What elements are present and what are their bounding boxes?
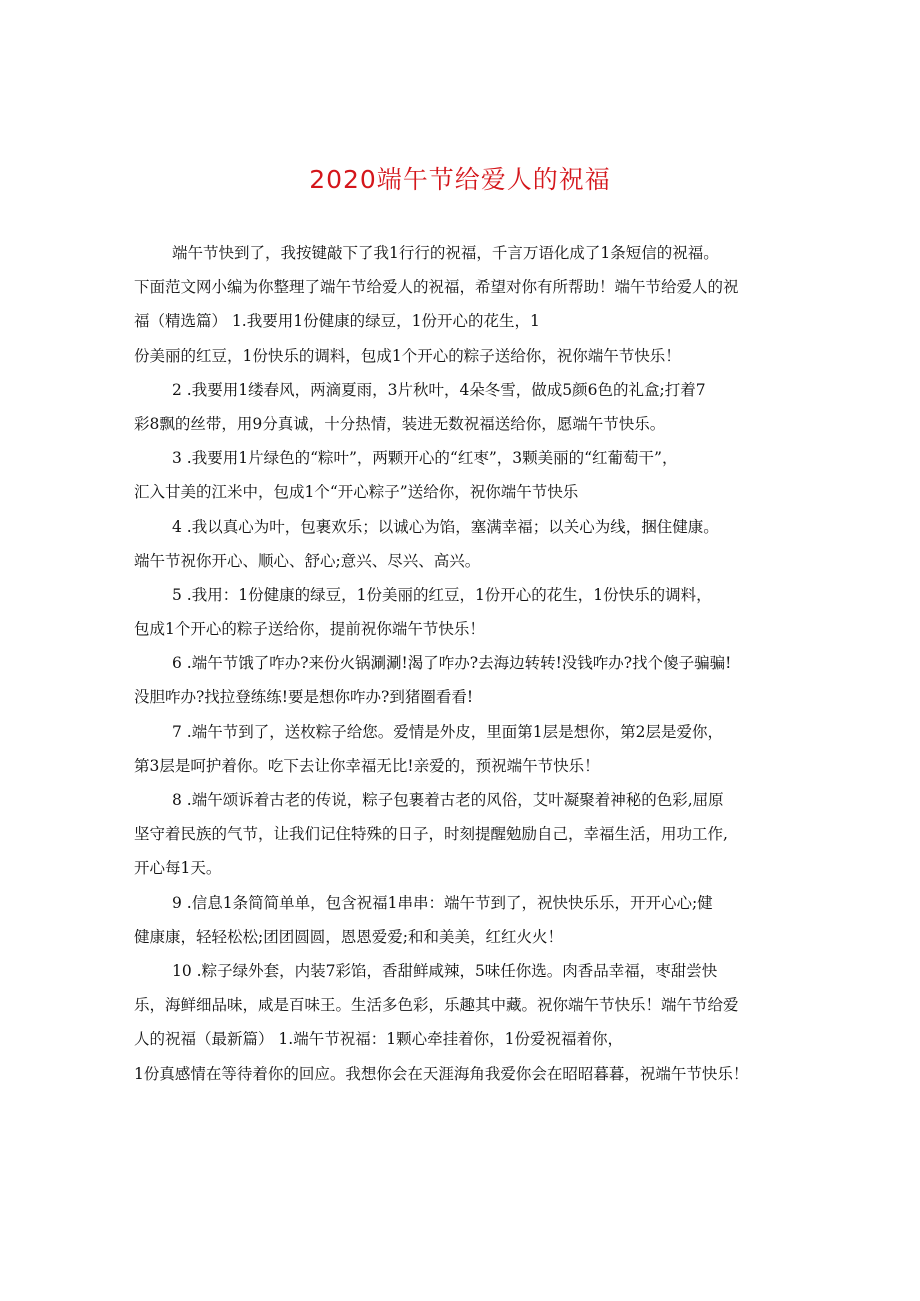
paragraph-line: 人的祝福（最新篇） 1.端午节祝福：1颗心牵挂着你，1份爱祝福着你，: [134, 1030, 623, 1049]
paragraph-line: 乐，海鲜细品味，咸是百味王。生活多色彩，乐趣其中藏。祝你端午节快乐！端午节给爱: [134, 996, 739, 1015]
paragraph-line: 包成1个开心的粽子送给你，提前祝你端午节快乐！: [134, 620, 485, 639]
paragraph-line: 第3层是呵护着你。吃下去让你幸福无比!亲爱的，预祝端午节快乐！: [134, 756, 600, 775]
paragraph-line: 6 .端午节饿了咋办?来份火锅涮涮!渴了咋办?去海边转转!没钱咋办?找个傻子骗骗!: [172, 654, 732, 673]
paragraph-line: 端午节快到了，我按键敲下了我1行行的祝福，千言万语化成了1条短信的祝福。: [172, 244, 719, 262]
paragraph-line: 3 .我要用1片绿色的“粽叶”，两颗开心的“红枣”，3颗美丽的“红葡萄干”，: [172, 449, 678, 468]
paragraph-line: 汇入甘美的江米中，包成1个“开心粽子”送给你，祝你端午节快乐: [134, 483, 579, 502]
paragraph-line: 彩8飘的丝带，用9分真诚，十分热情，装进无数祝福送给你，愿端午节快乐。: [134, 414, 666, 433]
paragraph-line: 开心每1天。: [134, 859, 222, 878]
paragraph-line: 端午节祝你开心、顺心、舒心;意兴、尽兴、高兴。: [134, 551, 481, 570]
paragraph-line: 10 .粽子绿外套，内装7彩馅，香甜鲜咸辣，5味任你选。肉香品幸福，枣甜尝快: [172, 961, 718, 980]
paragraph-line: 没胆咋办?找拉登练练!要是想你咋办?到猪圈看看!: [134, 688, 474, 707]
paragraph-line: 9 .信息1条简简单单，包含祝福1串串：端午节到了，祝快快乐乐，开开心心;健: [172, 893, 713, 912]
paragraph-line: 福（精选篇） 1.我要用1份健康的绿豆，1份开心的花生，1: [134, 312, 540, 331]
document-body: [134, 236, 794, 1091]
paragraph-line: 7 .端午节到了，送枚粽子给您。爱情是外皮，里面第1层是想你，第2层是爱你，: [172, 722, 723, 741]
paragraph-line: 2 .我要用1缕春风，两滴夏雨，3片秋叶，4朵冬雪，做成5颜6色的礼盒;打着7: [172, 380, 706, 399]
paragraph-line: 份美丽的红豆，1份快乐的调料，包成1个开心的粽子送给你，祝你端午节快乐！: [134, 346, 681, 365]
paragraph-line: 5 .我用：1份健康的绿豆，1份美丽的红豆，1份开心的花生，1份快乐的调料，: [172, 585, 712, 604]
paragraph-line: 坚守着民族的气节，让我们记住特殊的日子，时刻提醒勉励自己，幸福生活，用功工作,: [134, 825, 728, 844]
paragraph-line: 下面范文网小编为你整理了端午节给爱人的祝福，希望对你有所帮助！端午节给爱人的祝: [134, 278, 739, 297]
paragraph-line: 8 .端午颂诉着古老的传说，粽子包裹着古老的风俗，艾叶凝聚着神秘的色彩,屈原: [172, 791, 724, 809]
paragraph-line: 1份真感情在等待着你的回应。我想你会在天涯海角我爱你会在昭昭暮暮，祝端午节快乐！: [134, 1064, 749, 1083]
document-title: 2020端午节给爱人的祝福: [309, 165, 611, 194]
paragraph-line: 4 .我以真心为叶，包裹欢乐；以诚心为馅，塞满幸福；以关心为线，捆住健康。: [172, 517, 719, 536]
paragraph-line: 健康康，轻轻松松;团团圆圆，恩恩爱爱;和和美美，红红火火！: [134, 927, 563, 946]
